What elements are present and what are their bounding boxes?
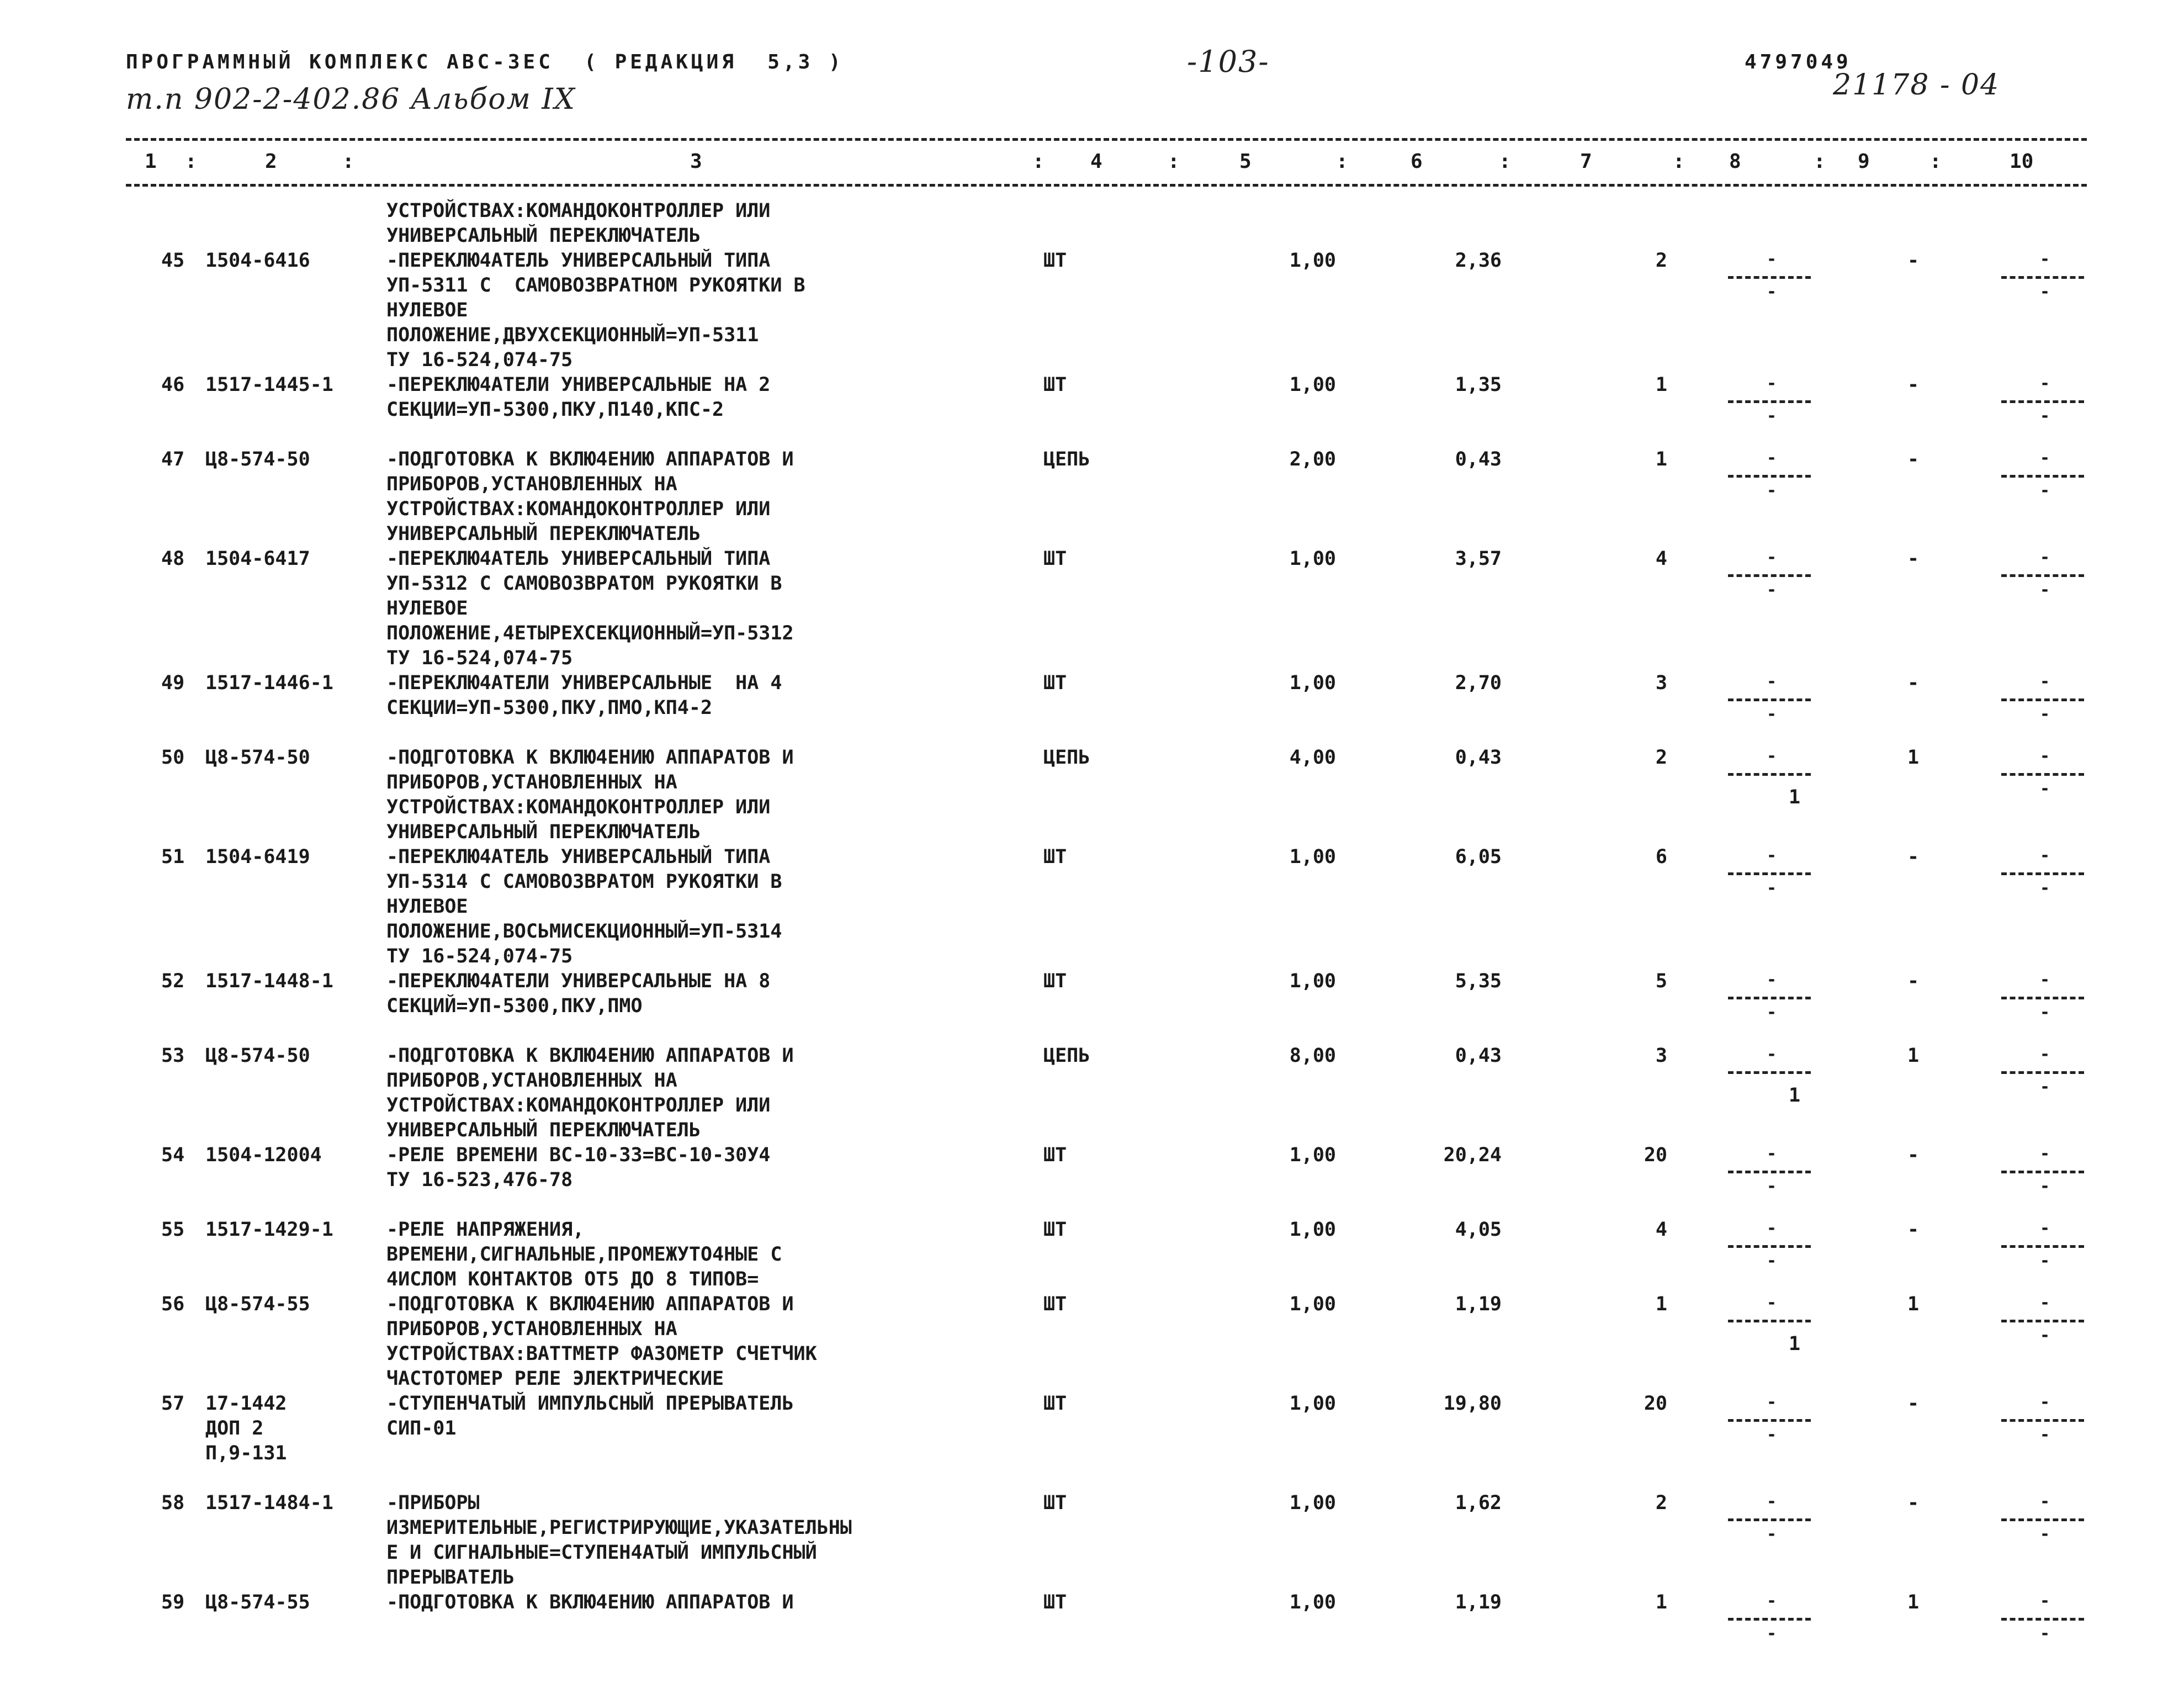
column-9-value: - bbox=[1907, 1144, 1920, 1166]
column-10-top: - bbox=[2040, 1492, 2050, 1511]
unit-of-measure: ШТ bbox=[1043, 846, 1067, 868]
item-description-line: УНИВЕРСАЛЬНЫЙ ПЕРЕКЛЮЧАТЕЛЬ bbox=[386, 225, 701, 247]
item-description-line: УСТРОЙСТВАХ:КОМАНДОКОНТРОЛЛЕР ИЛИ bbox=[386, 1094, 771, 1116]
item-description-line: ПОЛОЖЕНИЕ,4ЕТЫРЕХСЕКЦИОННЫЙ=УП-5312 bbox=[386, 622, 794, 644]
column-7-value: 2 bbox=[1655, 747, 1667, 769]
item-description-line: УСТРОЙСТВАХ:КОМАНДОКОНТРОЛЛЕР ИЛИ bbox=[386, 498, 771, 520]
unit-price: 5,35 bbox=[1455, 970, 1502, 992]
column-10-rule bbox=[2001, 1419, 2084, 1422]
unit-of-measure: ШТ bbox=[1043, 1393, 1067, 1415]
item-code: 1517-1446-1 bbox=[205, 672, 333, 694]
column-7-value: 2 bbox=[1655, 1492, 1667, 1514]
column-8-rule bbox=[1728, 773, 1811, 776]
column-8-rule bbox=[1728, 475, 1811, 478]
column-7-value: 1 bbox=[1655, 1591, 1667, 1613]
column-10-top: - bbox=[2040, 1219, 2050, 1238]
column-7-value: 6 bbox=[1655, 846, 1667, 868]
unit-price: 1,62 bbox=[1455, 1492, 1502, 1514]
item-code: 1517-1445-1 bbox=[205, 374, 333, 396]
row-number: 56 bbox=[161, 1293, 185, 1315]
column-separator: : bbox=[1673, 150, 1685, 173]
item-description-line: УНИВЕРСАЛЬНЫЙ ПЕРЕКЛЮЧАТЕЛЬ bbox=[386, 1119, 701, 1141]
column-10-top: - bbox=[2040, 448, 2050, 468]
column-9-value: - bbox=[1907, 1492, 1920, 1514]
unit-of-measure: ШТ bbox=[1043, 548, 1067, 570]
unit-of-measure: ШТ bbox=[1043, 250, 1067, 272]
column-10-bottom: - bbox=[2040, 1425, 2050, 1444]
column-8-bottom: - bbox=[1767, 1003, 1777, 1022]
column-9-value: 1 bbox=[1907, 1293, 1920, 1315]
column-8-top: - bbox=[1767, 1492, 1777, 1511]
item-description-line: НУЛЕВОЕ bbox=[386, 896, 468, 918]
handwritten-code: 21178 - 04 bbox=[1833, 68, 2000, 102]
unit-of-measure: ШТ bbox=[1043, 1591, 1067, 1613]
column-separator: : bbox=[1814, 150, 1826, 173]
column-7-value: 1 bbox=[1655, 1293, 1667, 1315]
column-8-top: - bbox=[1767, 1293, 1777, 1312]
header-top-rule bbox=[126, 138, 2087, 141]
column-10-rule bbox=[2001, 400, 2084, 403]
column-10-bottom: - bbox=[2040, 878, 2050, 898]
quantity: 1,00 bbox=[1289, 1144, 1336, 1166]
row-number: 46 bbox=[161, 374, 185, 396]
row-number: 58 bbox=[161, 1492, 185, 1514]
column-8-value: 1 bbox=[1789, 1333, 1801, 1355]
column-separator: : bbox=[1499, 150, 1511, 173]
column-header-3: 3 bbox=[690, 150, 702, 173]
column-8-bottom: - bbox=[1767, 481, 1777, 500]
item-description-line: СЕКЦИИ=УП-5300,ПКУ,ПМО,КП4-2 bbox=[386, 697, 713, 719]
row-number: 54 bbox=[161, 1144, 185, 1166]
column-10-top: - bbox=[2040, 374, 2050, 393]
item-description-line: УП-5312 С САМОВОЗВРАТОМ РУКОЯТКИ В bbox=[386, 573, 782, 595]
item-description-line: ПРЕРЫВАТЕЛЬ bbox=[386, 1566, 515, 1589]
column-10-bottom: - bbox=[2040, 1003, 2050, 1022]
quantity: 1,00 bbox=[1289, 1393, 1336, 1415]
column-10-rule bbox=[2001, 773, 2084, 776]
item-code-extra: П,9-131 bbox=[205, 1442, 287, 1464]
quantity: 1,00 bbox=[1289, 374, 1336, 396]
column-8-bottom: - bbox=[1767, 1177, 1777, 1196]
column-10-top: - bbox=[2040, 548, 2050, 567]
column-header-9: 9 bbox=[1858, 150, 1870, 173]
column-8-rule bbox=[1728, 1518, 1811, 1521]
unit-price: 2,70 bbox=[1455, 672, 1502, 694]
unit-price: 1,35 bbox=[1455, 374, 1502, 396]
quantity: 4,00 bbox=[1289, 747, 1336, 769]
item-description-line: ВРЕМЕНИ,СИГНАЛЬНЫЕ,ПРОМЕЖУТО4НЫЕ С bbox=[386, 1243, 782, 1266]
item-description-line: -ПОДГОТОВКА К ВКЛЮ4ЕНИЮ АППАРАТОВ И bbox=[386, 448, 794, 470]
unit-of-measure: ШТ bbox=[1043, 1144, 1067, 1166]
item-description-line: УСТРОЙСТВАХ:ВАТТМЕТР ФАЗОМЕТР СЧЕТЧИК bbox=[386, 1343, 817, 1365]
column-7-value: 1 bbox=[1655, 448, 1667, 470]
page-number: -103- bbox=[1187, 44, 1270, 79]
column-8-rule bbox=[1728, 1320, 1811, 1322]
unit-of-measure: ШТ bbox=[1043, 970, 1067, 992]
item-description-line: ТУ 16-524,074-75 bbox=[386, 945, 573, 967]
item-description-line: УНИВЕРСАЛЬНЫЙ ПЕРЕКЛЮЧАТЕЛЬ bbox=[386, 821, 701, 843]
item-description-line: -ПОДГОТОВКА К ВКЛЮ4ЕНИЮ АППАРАТОВ И bbox=[386, 1293, 794, 1315]
column-9-value: 1 bbox=[1907, 747, 1920, 769]
item-description-line: ПРИБОРОВ,УСТАНОВЛЕННЫХ НА bbox=[386, 1318, 677, 1340]
item-code: Ц8-574-50 bbox=[205, 1045, 310, 1067]
item-description-line: ТУ 16-523,476-78 bbox=[386, 1169, 573, 1191]
column-10-top: - bbox=[2040, 1144, 2050, 1163]
column-10-rule bbox=[2001, 574, 2084, 577]
column-8-rule bbox=[1728, 1618, 1811, 1621]
column-10-rule bbox=[2001, 475, 2084, 478]
item-code: 1504-6417 bbox=[205, 548, 310, 570]
column-8-top: - bbox=[1767, 1144, 1777, 1163]
quantity: 1,00 bbox=[1289, 970, 1336, 992]
item-description-line: -ПЕРЕКЛЮ4АТЕЛЬ УНИВЕРСАЛЬНЫЙ ТИПА bbox=[386, 548, 771, 570]
item-description-line: ИЗМЕРИТЕЛЬНЫЕ,РЕГИСТРИРУЮЩИЕ,УКАЗАТЕЛЬНЫ bbox=[386, 1517, 852, 1539]
column-9-value: - bbox=[1907, 1219, 1920, 1241]
item-description-line: ПОЛОЖЕНИЕ,ДВУХСЕКЦИОННЫЙ=УП-5311 bbox=[386, 324, 759, 346]
unit-price: 6,05 bbox=[1455, 846, 1502, 868]
item-description-line: НУЛЕВОЕ bbox=[386, 597, 468, 620]
row-number: 57 bbox=[161, 1393, 185, 1415]
column-7-value: 5 bbox=[1655, 970, 1667, 992]
unit-price: 1,19 bbox=[1455, 1591, 1502, 1613]
item-description-line: 4ИСЛОМ КОНТАКТОВ ОТ5 ДО 8 ТИПОВ= bbox=[386, 1268, 759, 1290]
column-10-rule bbox=[2001, 276, 2084, 279]
unit-price: 20,24 bbox=[1443, 1144, 1502, 1166]
column-8-top: - bbox=[1767, 672, 1777, 691]
column-9-value: - bbox=[1907, 448, 1920, 470]
item-description-line: ПРИБОРОВ,УСТАНОВЛЕННЫХ НА bbox=[386, 1070, 677, 1092]
column-header-1: 1 bbox=[145, 150, 157, 173]
column-8-rule bbox=[1728, 400, 1811, 403]
column-separator: : bbox=[342, 150, 354, 173]
item-code: Ц8-574-50 bbox=[205, 448, 310, 470]
row-number: 51 bbox=[161, 846, 185, 868]
column-header-6: 6 bbox=[1411, 150, 1423, 173]
unit-price: 2,36 bbox=[1455, 250, 1502, 272]
column-8-rule bbox=[1728, 1419, 1811, 1422]
quantity: 8,00 bbox=[1289, 1045, 1336, 1067]
unit-of-measure: ШТ bbox=[1043, 1219, 1067, 1241]
item-description-line: ТУ 16-524,074-75 bbox=[386, 349, 573, 371]
row-number: 55 bbox=[161, 1219, 185, 1241]
column-8-bottom: - bbox=[1767, 282, 1777, 301]
column-header-7: 7 bbox=[1580, 150, 1592, 173]
item-description-line: ПРИБОРОВ,УСТАНОВЛЕННЫХ НА bbox=[386, 771, 677, 793]
column-8-bottom: - bbox=[1767, 406, 1777, 426]
column-8-rule bbox=[1728, 574, 1811, 577]
item-description-line: Е И СИГНАЛЬНЫЕ=СТУПЕН4АТЫЙ ИМПУЛЬСНЫЙ bbox=[386, 1542, 817, 1564]
row-number: 47 bbox=[161, 448, 185, 470]
column-10-bottom: - bbox=[2040, 1624, 2050, 1643]
column-8-top: - bbox=[1767, 448, 1777, 468]
unit-of-measure: ШТ bbox=[1043, 1293, 1067, 1315]
item-code: 1504-6416 bbox=[205, 250, 310, 272]
column-10-rule bbox=[2001, 1071, 2084, 1074]
column-10-bottom: - bbox=[2040, 1077, 2050, 1097]
unit-of-measure: ЦЕПЬ bbox=[1043, 747, 1090, 769]
quantity: 1,00 bbox=[1289, 1591, 1336, 1613]
column-header-5: 5 bbox=[1239, 150, 1252, 173]
row-number: 59 bbox=[161, 1591, 185, 1613]
column-9-value: - bbox=[1907, 970, 1920, 992]
column-10-bottom: - bbox=[2040, 282, 2050, 301]
item-code: 1504-6419 bbox=[205, 846, 310, 868]
column-10-bottom: - bbox=[2040, 779, 2050, 798]
unit-price: 0,43 bbox=[1455, 747, 1502, 769]
item-description-line: -РЕЛЕ НАПРЯЖЕНИЯ, bbox=[386, 1219, 585, 1241]
item-description-line: ТУ 16-524,074-75 bbox=[386, 647, 573, 669]
column-8-top: - bbox=[1767, 374, 1777, 393]
column-7-value: 3 bbox=[1655, 672, 1667, 694]
quantity: 1,00 bbox=[1289, 1293, 1336, 1315]
column-10-bottom: - bbox=[2040, 705, 2050, 724]
item-code: 17-1442 bbox=[205, 1393, 287, 1415]
column-7-value: 1 bbox=[1655, 374, 1667, 396]
item-description-line: НУЛЕВОЕ bbox=[386, 299, 468, 321]
column-8-top: - bbox=[1767, 548, 1777, 567]
column-8-top: - bbox=[1767, 846, 1777, 865]
row-number: 49 bbox=[161, 672, 185, 694]
quantity: 1,00 bbox=[1289, 250, 1336, 272]
quantity: 1,00 bbox=[1289, 548, 1336, 570]
column-10-top: - bbox=[2040, 250, 2050, 269]
item-description-line: -ПЕРЕКЛЮ4АТЕЛИ УНИВЕРСАЛЬНЫЕ НА 8 bbox=[386, 970, 771, 992]
item-description-line: -ПРИБОРЫ bbox=[386, 1492, 480, 1514]
item-code: 1504-12004 bbox=[205, 1144, 322, 1166]
column-separator: : bbox=[1032, 150, 1045, 173]
item-description-line: УП-5314 С САМОВОЗВРАТОМ РУКОЯТКИ В bbox=[386, 871, 782, 893]
column-8-bottom: - bbox=[1767, 1425, 1777, 1444]
column-8-bottom: - bbox=[1767, 1525, 1777, 1544]
row-number: 45 bbox=[161, 250, 185, 272]
column-8-top: - bbox=[1767, 970, 1777, 989]
row-number: 53 bbox=[161, 1045, 185, 1067]
column-separator: : bbox=[1168, 150, 1180, 173]
row-number: 48 bbox=[161, 548, 185, 570]
row-number: 52 bbox=[161, 970, 185, 992]
column-10-rule bbox=[2001, 1320, 2084, 1322]
column-8-top: - bbox=[1767, 1393, 1777, 1412]
column-9-value: - bbox=[1907, 1393, 1920, 1415]
item-description-line: СЕКЦИИ=УП-5300,ПКУ,П140,КПС-2 bbox=[386, 399, 724, 421]
column-8-bottom: - bbox=[1767, 878, 1777, 898]
column-8-top: - bbox=[1767, 747, 1777, 766]
column-header-10: 10 bbox=[2010, 150, 2034, 173]
column-7-value: 20 bbox=[1644, 1144, 1667, 1166]
item-description-line: -ПОДГОТОВКА К ВКЛЮ4ЕНИЮ АППАРАТОВ И bbox=[386, 1591, 794, 1613]
column-8-value: 1 bbox=[1789, 786, 1801, 808]
column-10-rule bbox=[2001, 872, 2084, 875]
item-description-line: УСТРОЙСТВАХ:КОМАНДОКОНТРОЛЛЕР ИЛИ bbox=[386, 796, 771, 818]
column-10-rule bbox=[2001, 1171, 2084, 1173]
column-7-value: 4 bbox=[1655, 548, 1667, 570]
column-8-rule bbox=[1728, 872, 1811, 875]
item-description-line: -РЕЛЕ ВРЕМЕНИ ВС-10-33=ВС-10-30У4 bbox=[386, 1144, 771, 1166]
column-8-rule bbox=[1728, 1171, 1811, 1173]
column-10-bottom: - bbox=[2040, 481, 2050, 500]
column-8-top: - bbox=[1767, 1045, 1777, 1064]
item-description-line: СИП-01 bbox=[386, 1417, 457, 1439]
column-8-bottom: - bbox=[1767, 1624, 1777, 1643]
handwritten-album-note: т.п 902-2-402.86 Альбом IX bbox=[126, 83, 576, 116]
column-header-2: 2 bbox=[265, 150, 277, 173]
item-code: Ц8-574-55 bbox=[205, 1293, 310, 1315]
column-8-bottom: - bbox=[1767, 1251, 1777, 1271]
column-10-top: - bbox=[2040, 672, 2050, 691]
quantity: 2,00 bbox=[1289, 448, 1336, 470]
row-number: 50 bbox=[161, 747, 185, 769]
unit-price: 0,43 bbox=[1455, 1045, 1502, 1067]
column-7-value: 3 bbox=[1655, 1045, 1667, 1067]
item-code-extra: ДОП 2 bbox=[205, 1417, 264, 1439]
item-description-line: -ПЕРЕКЛЮ4АТЕЛЬ УНИВЕРСАЛЬНЫЙ ТИПА bbox=[386, 846, 771, 868]
column-10-bottom: - bbox=[2040, 406, 2050, 426]
item-description-line: -ПОДГОТОВКА К ВКЛЮ4ЕНИЮ АППАРАТОВ И bbox=[386, 1045, 794, 1067]
column-separator: : bbox=[1336, 150, 1348, 173]
column-header-8: 8 bbox=[1729, 150, 1741, 173]
quantity: 1,00 bbox=[1289, 846, 1336, 868]
column-10-top: - bbox=[2040, 1591, 2050, 1611]
unit-of-measure: ШТ bbox=[1043, 672, 1067, 694]
unit-of-measure: ЦЕПЬ bbox=[1043, 448, 1090, 470]
column-9-value: 1 bbox=[1907, 1045, 1920, 1067]
column-8-rule bbox=[1728, 276, 1811, 279]
column-8-rule bbox=[1728, 997, 1811, 999]
column-7-value: 20 bbox=[1644, 1393, 1667, 1415]
quantity: 1,00 bbox=[1289, 1492, 1336, 1514]
column-7-value: 2 bbox=[1655, 250, 1667, 272]
item-code: Ц8-574-50 bbox=[205, 747, 310, 769]
column-10-rule bbox=[2001, 1518, 2084, 1521]
column-10-rule bbox=[2001, 997, 2084, 999]
column-7-value: 4 bbox=[1655, 1219, 1667, 1241]
column-separator: : bbox=[1929, 150, 1942, 173]
header-bottom-rule bbox=[126, 184, 2087, 187]
column-8-bottom: - bbox=[1767, 580, 1777, 600]
item-description-line: ЧАСТОТОМЕР РЕЛЕ ЭЛЕКТРИЧЕСКИЕ bbox=[386, 1368, 724, 1390]
unit-price: 0,43 bbox=[1455, 448, 1502, 470]
item-description-line: -ПОДГОТОВКА К ВКЛЮ4ЕНИЮ АППАРАТОВ И bbox=[386, 747, 794, 769]
column-header-4: 4 bbox=[1090, 150, 1102, 173]
item-description-line: УСТРОЙСТВАХ:КОМАНДОКОНТРОЛЛЕР ИЛИ bbox=[386, 200, 771, 222]
column-8-rule bbox=[1728, 1071, 1811, 1074]
item-code: 1517-1448-1 bbox=[205, 970, 333, 992]
item-description-line: СЕКЦИЙ=УП-5300,ПКУ,ПМО bbox=[386, 995, 643, 1017]
column-9-value: - bbox=[1907, 672, 1920, 694]
item-description-line: ПОЛОЖЕНИЕ,ВОСЬМИСЕКЦИОННЫЙ=УП-5314 bbox=[386, 920, 782, 943]
program-title: ПРОГРАММНЫЙ КОМПЛЕКС АВС-3ЕС ( РЕДАКЦИЯ 5,3 ) bbox=[126, 51, 844, 73]
quantity: 1,00 bbox=[1289, 1219, 1336, 1241]
column-10-top: - bbox=[2040, 1293, 2050, 1312]
item-code: 1517-1484-1 bbox=[205, 1492, 333, 1514]
quantity: 1,00 bbox=[1289, 672, 1336, 694]
unit-of-measure: ЦЕПЬ bbox=[1043, 1045, 1090, 1067]
column-separator: : bbox=[185, 150, 197, 173]
item-description-line: -СТУПЕНЧАТЫЙ ИМПУЛЬСНЫЙ ПРЕРЫВАТЕЛЬ bbox=[386, 1393, 794, 1415]
column-10-top: - bbox=[2040, 747, 2050, 766]
column-9-value: - bbox=[1907, 846, 1920, 868]
column-9-value: - bbox=[1907, 250, 1920, 272]
column-10-bottom: - bbox=[2040, 1177, 2050, 1196]
column-8-top: - bbox=[1767, 1219, 1777, 1238]
item-description-line: -ПЕРЕКЛЮ4АТЕЛЬ УНИВЕРСАЛЬНЫЙ ТИПА bbox=[386, 250, 771, 272]
column-10-top: - bbox=[2040, 1045, 2050, 1064]
column-9-value: - bbox=[1907, 548, 1920, 570]
column-10-rule bbox=[2001, 1245, 2084, 1248]
item-description-line: -ПЕРЕКЛЮ4АТЕЛИ УНИВЕРСАЛЬНЫЕ НА 4 bbox=[386, 672, 782, 694]
column-10-top: - bbox=[2040, 846, 2050, 865]
column-8-rule bbox=[1728, 698, 1811, 701]
item-description-line: -ПЕРЕКЛЮ4АТЕЛИ УНИВЕРСАЛЬНЫЕ НА 2 bbox=[386, 374, 771, 396]
column-10-bottom: - bbox=[2040, 1525, 2050, 1544]
item-code: Ц8-574-55 bbox=[205, 1591, 310, 1613]
document-code: 4797049 bbox=[1745, 51, 1852, 73]
unit-price: 1,19 bbox=[1455, 1293, 1502, 1315]
item-code: 1517-1429-1 bbox=[205, 1219, 333, 1241]
column-8-value: 1 bbox=[1789, 1084, 1801, 1107]
item-description-line: УНИВЕРСАЛЬНЫЙ ПЕРЕКЛЮЧАТЕЛЬ bbox=[386, 523, 701, 545]
unit-of-measure: ШТ bbox=[1043, 374, 1067, 396]
column-9-value: 1 bbox=[1907, 1591, 1920, 1613]
unit-price: 19,80 bbox=[1443, 1393, 1502, 1415]
column-8-rule bbox=[1728, 1245, 1811, 1248]
unit-price: 3,57 bbox=[1455, 548, 1502, 570]
column-9-value: - bbox=[1907, 374, 1920, 396]
unit-of-measure: ШТ bbox=[1043, 1492, 1067, 1514]
column-10-rule bbox=[2001, 1618, 2084, 1621]
column-10-bottom: - bbox=[2040, 1251, 2050, 1271]
item-description-line: ПРИБОРОВ,УСТАНОВЛЕННЫХ НА bbox=[386, 473, 677, 495]
column-10-rule bbox=[2001, 698, 2084, 701]
column-10-top: - bbox=[2040, 970, 2050, 989]
column-8-top: - bbox=[1767, 1591, 1777, 1611]
column-10-top: - bbox=[2040, 1393, 2050, 1412]
item-description-line: УП-5311 С САМОВОЗВРАТНОМ РУКОЯТКИ В bbox=[386, 274, 805, 297]
column-10-bottom: - bbox=[2040, 580, 2050, 600]
column-10-bottom: - bbox=[2040, 1326, 2050, 1345]
column-8-top: - bbox=[1767, 250, 1777, 269]
unit-price: 4,05 bbox=[1455, 1219, 1502, 1241]
column-8-bottom: - bbox=[1767, 705, 1777, 724]
